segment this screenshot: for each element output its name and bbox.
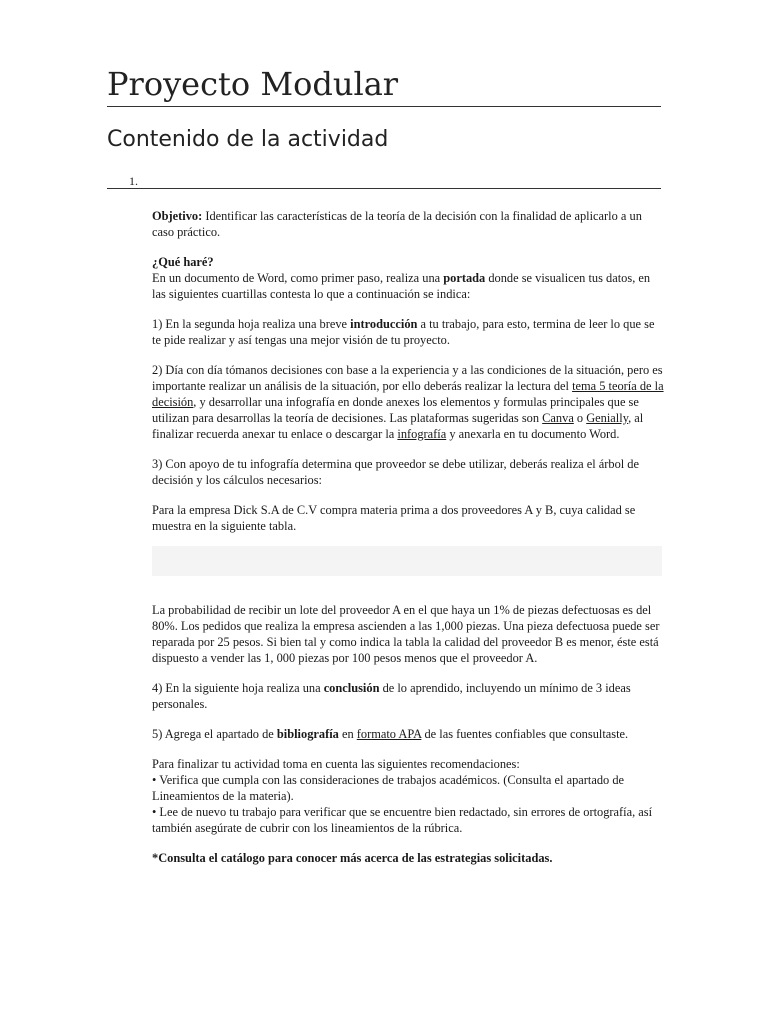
step-2-text-a: 2) Día con día tómanos decisiones con base a la experiencia y a las condiciones de la situación, pero es importante realizar un análisis de la situación, por ello deberás realizar la lectura del [152, 363, 663, 393]
objective-text: Identificar las características de la teoría de la decisión con la finalidad de aplicarlo a un caso práctico. [152, 209, 642, 239]
step-2-text-b: , y desarrollar una infografía en donde anexes los elementos y formulas principales que se utilizan para desarrollas la teoría de decisiones. Las plataformas sugeridas son [152, 395, 639, 425]
step-4-paragraph [152, 680, 664, 712]
intro-text-b: donde se visualicen tus datos, en las siguientes cuartillas contesta lo que a continuación se indica: [152, 271, 651, 301]
step-1-text-a: 1) En la segunda hoja realiza una breve [152, 317, 351, 331]
objective-label: Objetivo: [152, 209, 203, 223]
step-1-text-b: a tu trabajo, para esto, termina de leer lo que se te pide realizar y así tengas una mejor visión de tu proyecto. [152, 317, 655, 347]
step-2-text-e: y anexarla en tu documento Word. [446, 427, 620, 441]
intro-bold-portada: portada [443, 271, 486, 285]
quality-table-placeholder [152, 546, 662, 576]
step-3-paragraph: 3) Con apoyo de tu infografía determina que proveedor se debe utilizar, deberás realiza el árbol de decisión y los cálculos necesarios: [152, 457, 640, 487]
recommendations-intro: Para finalizar tu actividad toma en cuenta las siguientes recomendaciones: [152, 757, 520, 771]
link-infografia[interactable]: infografía [397, 427, 447, 441]
step-5-bold: bibliografía [276, 727, 339, 741]
recommendation-1: • Verifica que cumpla con las consideraciones de trabajos académicos. (Consulta el apartado de Lineamientos de la materia). [152, 773, 625, 803]
step-1-paragraph [152, 316, 664, 348]
objective-paragraph [152, 208, 664, 240]
link-tema-5[interactable]: tema 5 teoría de la decisión [152, 379, 664, 409]
what-to-do-paragraph [152, 254, 664, 302]
activity-content [152, 208, 664, 880]
step-2-text-c: o [573, 411, 587, 425]
page-title: Proyecto Modular [107, 64, 661, 107]
recommendations-paragraph [152, 756, 664, 836]
step-1-bold: introducción [350, 317, 418, 331]
catalog-note: *Consulta el catálogo para conocer más acerca de las estrategias solicitadas. [152, 851, 553, 865]
step-5-paragraph [152, 726, 664, 742]
step-5-text-c: de las fuentes confiables que consultaste. [421, 727, 629, 741]
step-2-text-d: , al finalizar recuerda anexar tu enlace o descargar la [152, 411, 644, 441]
step-5-text-b: en [338, 727, 357, 741]
list-divider [107, 172, 661, 189]
link-formato-apa[interactable]: formato APA [356, 727, 422, 741]
step-2-paragraph [152, 362, 664, 442]
step-5-text-a: 5) Agrega el apartado de [152, 727, 277, 741]
step-4-bold: conclusión [323, 681, 380, 695]
probability-paragraph: La probabilidad de recibir un lote del proveedor A en el que haya un 1% de piezas defectuosas es del 80%. Los pedidos que realiza la empresa ascienden a las 1,000 piezas. Una pieza defectuosa puede ser reparada por 25 pesos. Si bien tal y como indica la tabla la calidad del proveedor B es menor, éste está dispuesto a vender las 1, 000 piezas por 100 pesos menos que el proveedor A. [152, 603, 660, 665]
step-4-text-a: 4) En la siguiente hoja realiza una [152, 681, 324, 695]
company-paragraph: Para la empresa Dick S.A de C.V compra materia prima a dos proveedores A y B, cuya calidad se muestra en la siguiente tabla. [152, 503, 636, 533]
link-canva[interactable]: Canva [542, 411, 574, 425]
link-genially[interactable]: Genially [586, 411, 629, 425]
list-number: 1. [129, 174, 138, 188]
section-heading: Contenido de la actividad [107, 127, 389, 152]
intro-text-a: En un documento de Word, como primer paso, realiza una [152, 271, 444, 285]
recommendation-2: • Lee de nuevo tu trabajo para verificar que se encuentre bien redactado, sin errores de ortografía, así también asegúrate de cubrir con los lineamientos de la rúbrica. [152, 805, 653, 835]
what-to-do-label: ¿Qué haré? [152, 255, 214, 269]
step-4-text-b: de lo aprendido, incluyendo un mínimo de 3 ideas personales. [152, 681, 631, 711]
